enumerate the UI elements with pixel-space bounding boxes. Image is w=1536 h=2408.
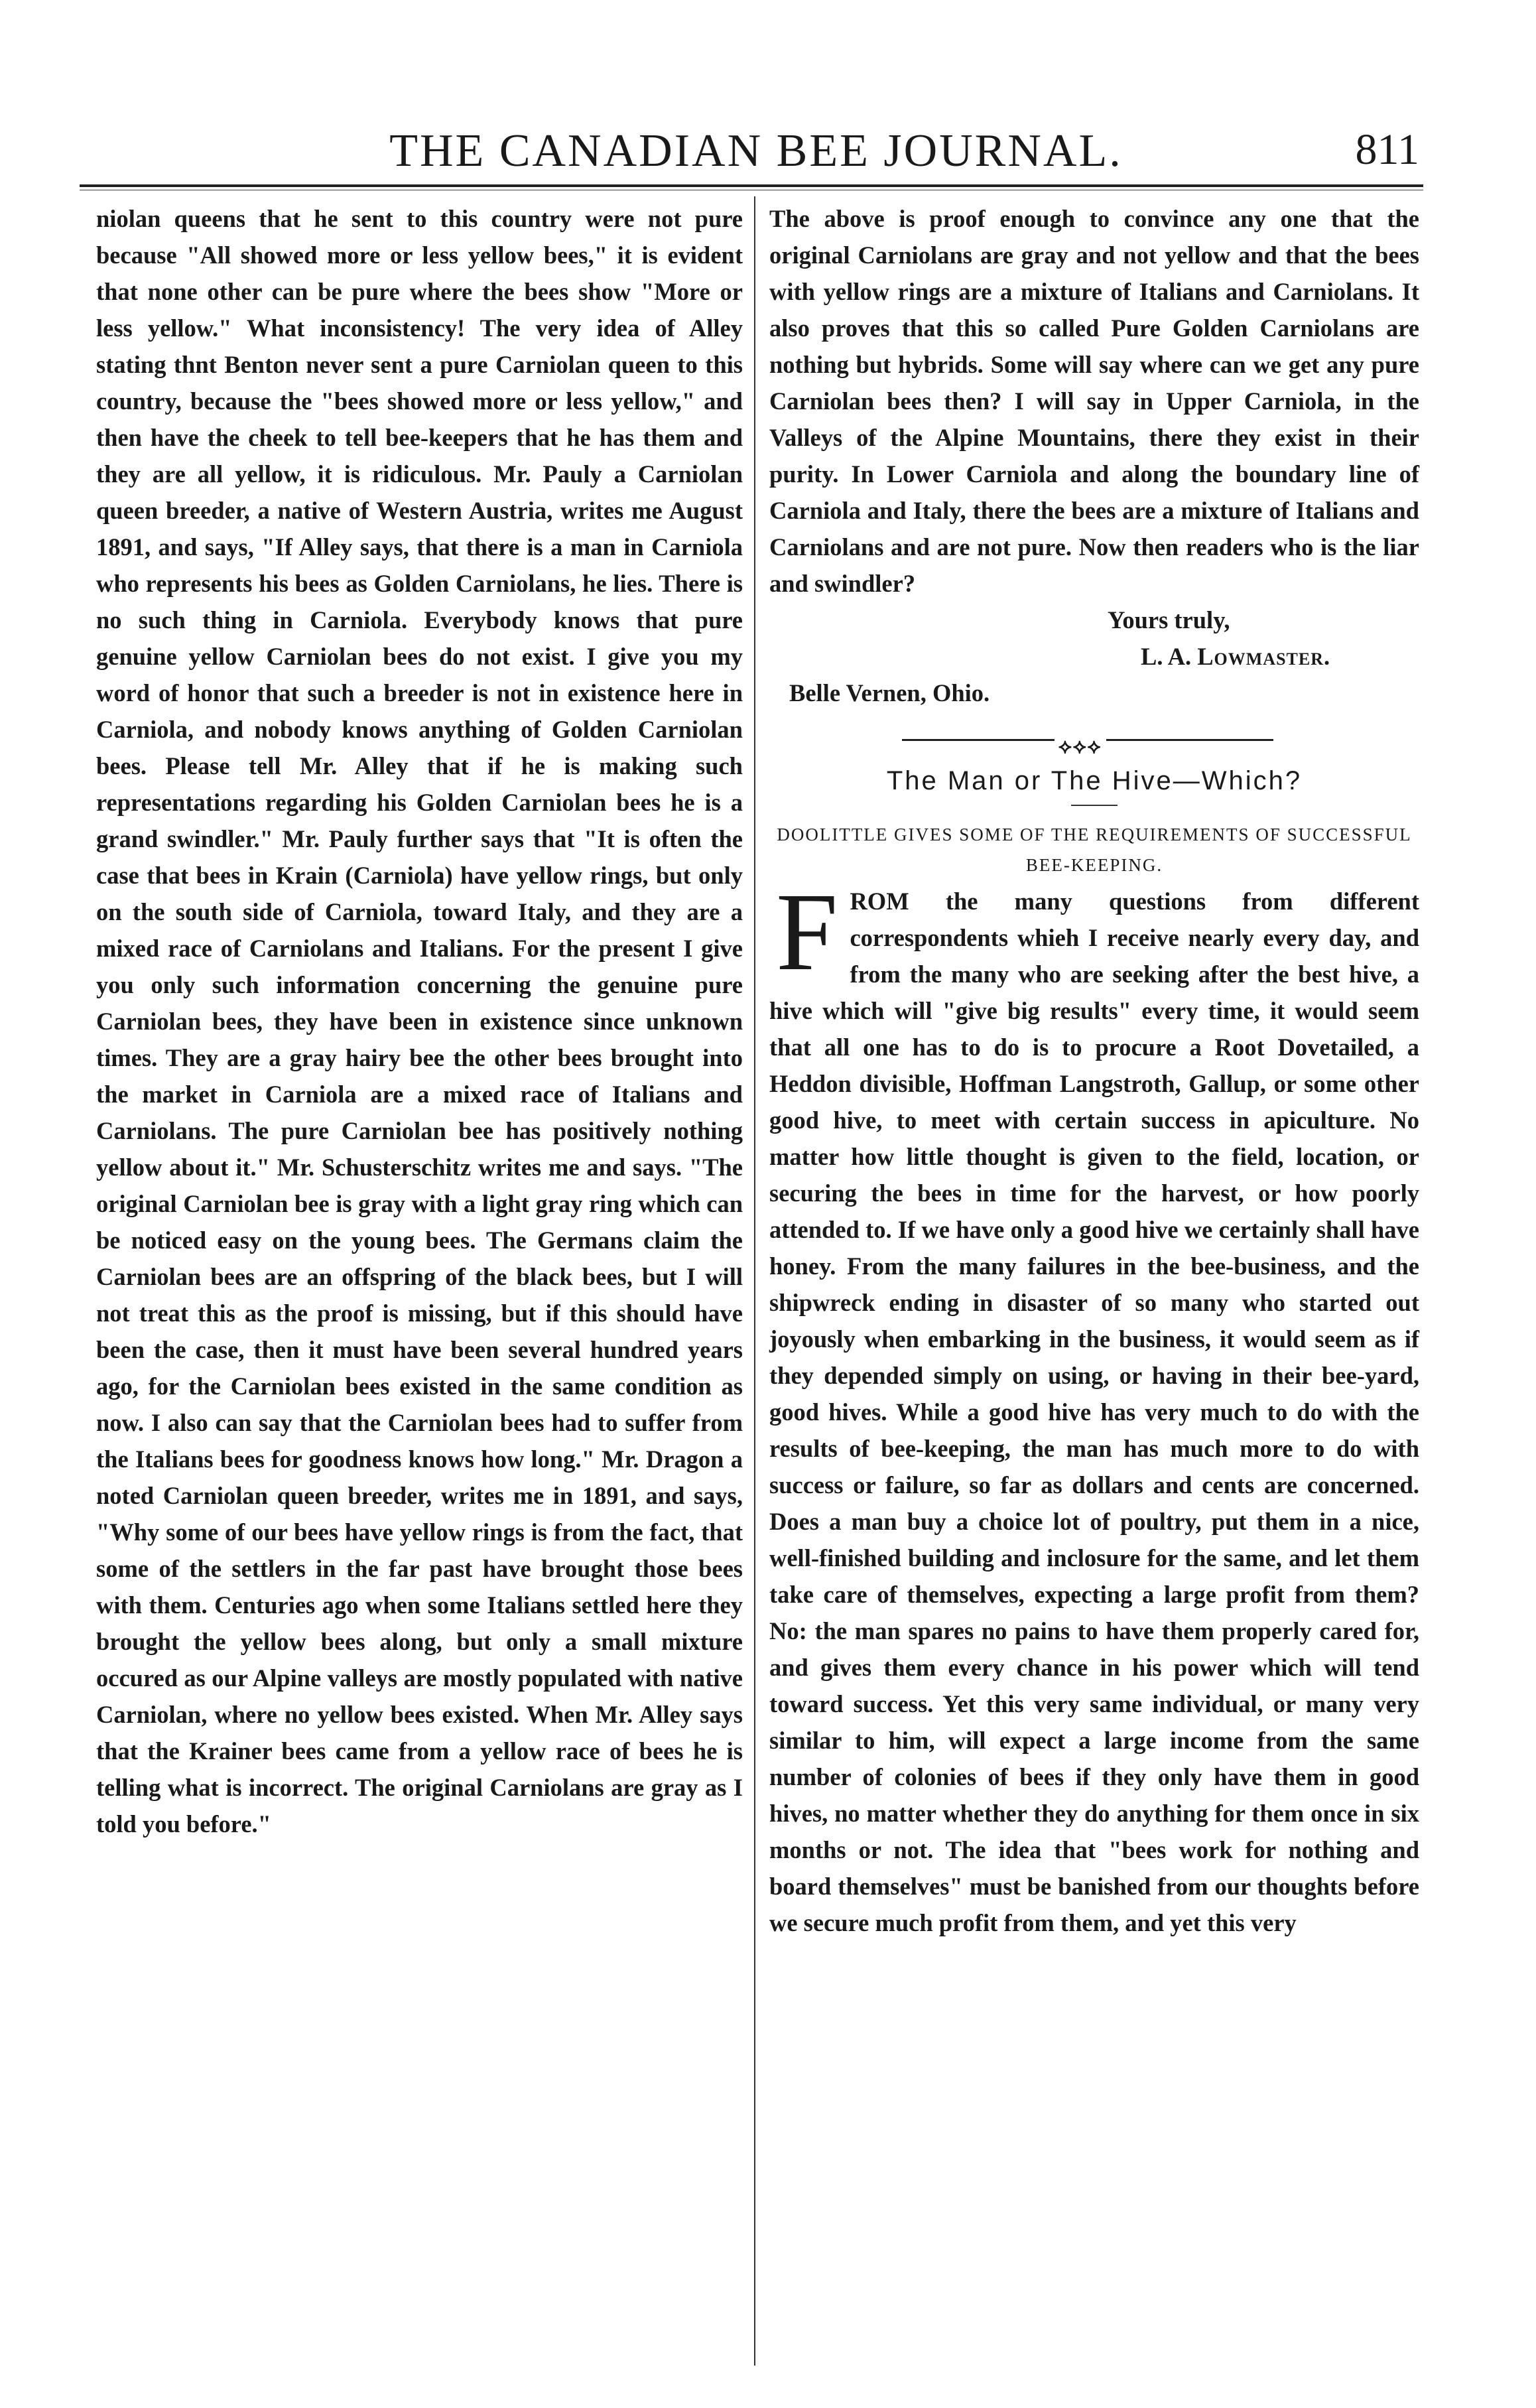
letter-signature	[769, 602, 1419, 675]
place-line: Belle Vernen, Ohio.	[789, 679, 990, 706]
journal-title: THE CANADIAN BEE JOURNAL.	[389, 125, 1123, 176]
left-column	[96, 200, 743, 1842]
closing: Yours truly,	[1108, 606, 1230, 634]
right-column	[769, 200, 1419, 1941]
article-text: ROM the many questions from different correspondents whieh I receive nearly every day, and from the many who are seeking after the best hive, a hive which will "give big results" every time, it would seem that all one has to do is to procure a Root Dovetailed, a Heddon divisible, Hoffman Langstroth, Gallup, or some other good hive, to meet with certain success in apiculture. No matter how little thought is given to the field, location, or securing the bees in time for the harvest, or how poorly attended to. If we have only a good hive we certainly shall have honey. From the many failures in the bee-business, and the shipwreck ending in disaster of so many who started out joyously when embarking in the business, it would seem as if they depended simply on using, or having in their bee-yard, good hives. While a good hive has very much to do with the results of bee-keeping, the man has much more to do with success or failure, so far as dollars and cents are concerned. Does a man buy a choice lot of poultry, put them in a nice, well-finished building and inclosure for the same, and let them take care of themselves, expecting a large profit from them? No: the man spares no pains to have them properly cared for, and gives them every chance in his power which will tend toward success. Yet this very same individual, or many very similar to him, will expect a large income from the same number of colonies of bees if they only have them in good hives, no matter whether they do anything for them once in six months or not. The idea that "bees work for nothing and board themselves" must be banished from our thoughts before we secure much profit from them, and yet this very	[769, 888, 1419, 1936]
column-divider	[754, 196, 755, 2366]
header-rule	[80, 184, 1423, 187]
section-ornament	[769, 723, 1419, 756]
drop-cap: F	[776, 870, 838, 994]
article-subhead: DOOLITTLE GIVES SOME OF THE REQUIREMENTS OF SUCCESSFUL BEE-KEEPING.	[777, 825, 1412, 875]
signature-surname: Lowmaster.	[1197, 643, 1331, 670]
article-body	[769, 870, 1419, 1941]
ornament-glyph: ⟡⟡⟡	[1055, 728, 1106, 765]
page-header	[93, 125, 1419, 178]
page-number: 811	[1355, 125, 1419, 174]
body-paragraph: The above is proof enough to convince any one that the original Carniolans are gray and not yellow and that the bees with yellow rings are a mixture of Italians and Carniolans. It also proves that this so called Pure Golden Carniolans are nothing but hybrids. Some will say where can we get any pure Carniolan bees then? I will say in Upper Carniola, in the Valleys of the Alpine Mountains, there they exist in their purity. In Lower Carniola and along the boundary line of Carniola and Italy, there the bees are a mixture of Italians and Carniolans and are not pure. Now then readers who is the liar and swindler?	[769, 205, 1419, 597]
article-title: The Man or The Hive—Which?	[886, 766, 1303, 795]
body-paragraph: niolan queens that he sent to this country were not pure because "All showed more or less yellow bees," it is evident that none other can be pure where the bees show "More or less yellow." What inconsistency! The very idea of Alley stating thnt Benton never sent a pure Carniolan queen to this country, because the "bees showed more or less yellow," and then have the cheek to tell bee-keepers that he has them and they are all yellow, it is ridiculous. Mr. Pauly a Carniolan queen breeder, a native of Western Austria, writes me August 1891, and says, "If Alley says, that there is a man in Carniola who represents his bees as Golden Carniolans, he lies. There is no such thing in Carniola. Everybody knows that pure genuine yellow Carniolan bees do not exist. I give you my word of honor that such a breeder is not in existence here in Carniola, and nobody knows anything of Golden Carniolan bees. Please tell Mr. Alley that if he is making such representations regarding his Golden Carniolan bees he is a grand swindler." Mr. Pauly further says that "It is often the case that bees in Krain (Carniola) have yellow rings, but only on the south side of Carniola, toward Italy, and they are a mixed race of Carniolans and Italians. For the present I give you only such information concerning the genuine pure Carniolan bees, they have been in existence since unknown times. They are a gray hairy bee the other bees brought into the market in Carniola are a mixed race of Italians and Carniolans. The pure Carniolan bee has positively nothing yellow about it." Mr. Schusterschitz writes me and says. "The original Carniolan bee is gray with a light gray ring which can be noticed easy on the young bees. The Germans claim the Carniolan bees are an offspring of the black bees, but I will not treat this as the proof is missing, but if this should have been the case, then it must have been several hundred years ago, for the Carniolan bees existed in the same condition as now. I also can say that the Carniolan bees had to suffer from the Italians bees for goodness knows how long." Mr. Dragon a noted Carniolan queen breeder, writes me in 1891, and says, "Why some of our bees have yellow rings is from the fact, that some of the settlers in the far past have brought those bees with them. Centuries ago when some Italians settled here they brought the yellow bees along, but only a small mixture occured as our Alpine valleys are mostly populated with native Carniolan, where no yellow bees existed. When Mr. Alley says that the Krainer bees came from a yellow race of bees he is telling what is incorrect. The original Carniolans are gray as I told you before."	[96, 205, 743, 1838]
signature	[769, 638, 1419, 675]
signature-initials: L. A.	[1141, 643, 1198, 670]
title-rule	[1071, 805, 1118, 806]
